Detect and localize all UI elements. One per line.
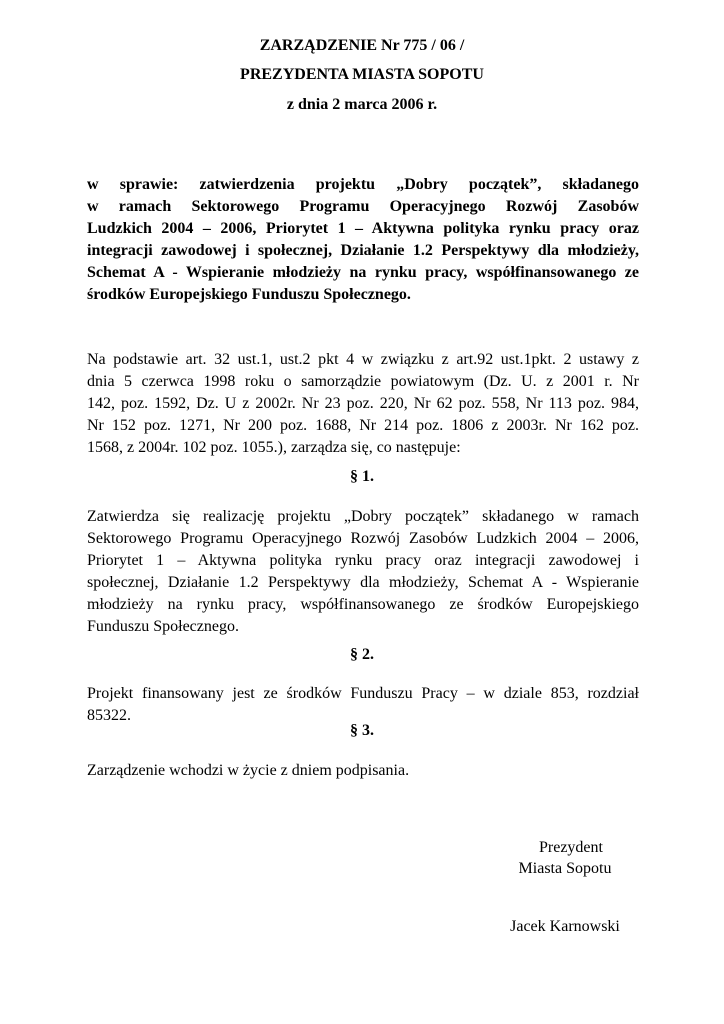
preamble-line: dnia 5 czerwca 1998 roku o samorządzie powiatowym (Dz. U. z 2001 r. Nr (87, 373, 639, 390)
preamble-line: Na podstawie art. 32 ust.1, ust.2 pkt 4 w związku z art.92 ust.1pkt. 2 ustawy z (87, 351, 639, 368)
preamble-line: 142, poz. 1592, Dz. U z 2002r. Nr 23 poz. 220, Nr 62 poz. 558, Nr 113 poz. 984, (87, 395, 639, 412)
section-1-text (87, 506, 639, 638)
signature-title-2: Miasta Sopotu (518, 860, 612, 877)
ordinance-date: z dnia 2 marca 2006 r. (286, 96, 438, 113)
section-3-mark: § 3. (350, 722, 374, 739)
section-2-mark: § 2. (350, 646, 374, 663)
preamble-line: 1568, z 2004r. 102 poz. 1055.), zarządza się, co następuje: (87, 439, 461, 456)
section-line: Priorytet 1 – Aktywna polityka rynku pracy oraz integracji zawodowej i (87, 552, 639, 569)
signature-name: Jacek Karnowski (510, 918, 620, 935)
subject-line: Ludzkich 2004 – 2006, Priorytet 1 – Aktywna polityka rynku pracy oraz (87, 220, 639, 237)
section-line: społecznej, Działanie 1.2 Perspektywy dla młodzieży, Schemat A - Wspieranie (87, 574, 639, 591)
preamble-line: Nr 152 poz. 1271, Nr 200 poz. 1688, Nr 214 poz. 1806 z 2003r. Nr 162 poz. (87, 417, 639, 434)
section-1-mark: § 1. (350, 468, 374, 485)
section-line: Funduszu Społecznego. (87, 618, 239, 635)
section-line: Sektorowego Programu Operacyjnego Rozwój Zasobów Ludzkich 2004 – 2006, (87, 530, 639, 547)
section-3-text (87, 760, 639, 782)
subject-line: środków Europejskiego Funduszu Społecznego. (87, 286, 411, 303)
section-line: młodzieży na rynku pracy, współfinansowanego ze środków Europejskiego (87, 596, 639, 613)
subject-line: w ramach Sektorowego Programu Operacyjnego Rozwój Zasobów (87, 198, 639, 215)
section-line: Projekt finansowany jest ze środków Funduszu Pracy – w dziale 853, rozdział (87, 685, 639, 702)
subject-line: integracji zawodowej i społecznej, Działanie 1.2 Perspektywy dla młodzieży, (87, 242, 639, 259)
issuer-title: PREZYDENTA MIASTA SOPOTU (240, 66, 484, 83)
subject-line: w sprawie: zatwierdzenia projektu „Dobry początek”, składanego (87, 176, 639, 193)
preamble-block (87, 349, 639, 459)
section-line: 85322. (87, 707, 131, 724)
subject-line: Schemat A - Wspieranie młodzieży na rynku pracy, współfinansowanego ze (87, 264, 639, 281)
section-line: Zatwierdza się realizację projektu „Dobry początek” składanego w ramach (87, 508, 639, 525)
section-line: Zarządzenie wchodzi w życie z dniem podpisania. (87, 762, 410, 779)
ordinance-number: ZARZĄDZENIE Nr 775 / 06 / (259, 37, 465, 54)
subject-block (87, 174, 639, 306)
signature-title-1: Prezydent (539, 839, 603, 856)
